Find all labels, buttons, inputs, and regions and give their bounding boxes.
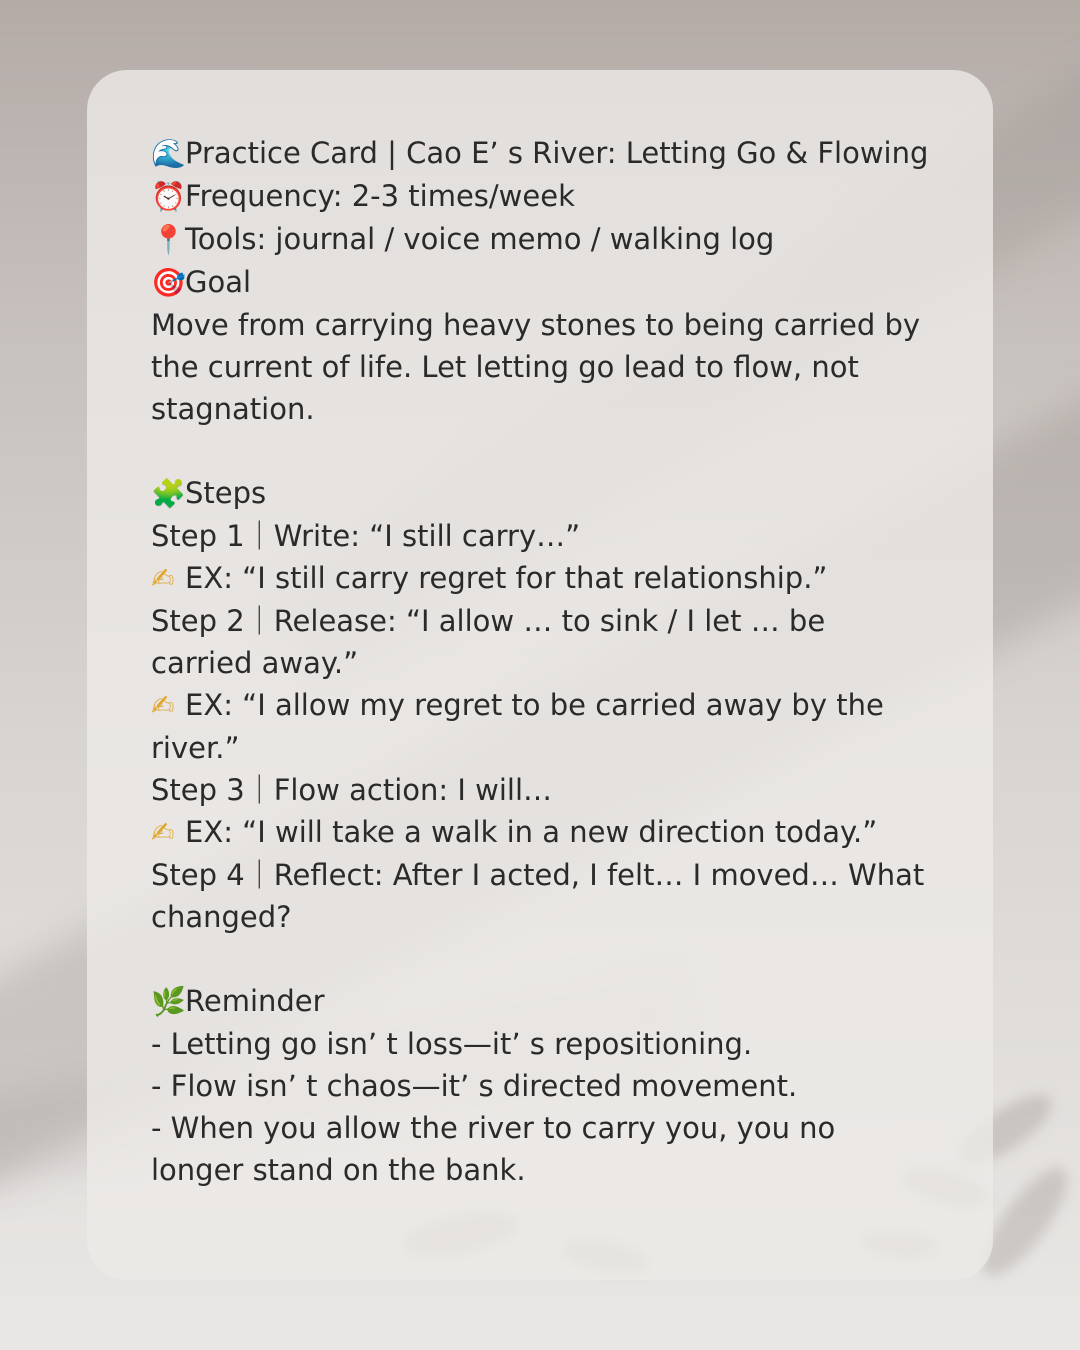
step-1-example-text: EX: “I still carry regret for that relationship.” — [185, 561, 828, 595]
goal-heading — [151, 261, 933, 304]
step-2: Step 2｜Release: “I allow … to sink / I let … be carried away.” — [151, 604, 835, 680]
spacer — [151, 430, 933, 472]
writing-hand-icon: ✍ — [151, 816, 175, 849]
reminder-heading — [151, 980, 933, 1023]
goal-text: Move from carrying heavy stones to being carried by the current of life. Let letting go lead to flow, not stagnation. — [151, 308, 930, 426]
step-1: Step 1｜Write: “I still carry…” — [151, 519, 581, 553]
practice-card — [87, 70, 993, 1280]
reminder-heading-text: Reminder — [185, 984, 325, 1018]
steps-heading-text: Steps — [185, 476, 267, 510]
reminder-item: - When you allow the river to carry you, you no longer stand on the bank. — [151, 1111, 845, 1187]
step-3: Step 3｜Flow action: I will… — [151, 773, 553, 807]
direct-hit-target-icon: 🎯 — [151, 266, 186, 299]
steps-heading — [151, 472, 933, 515]
puzzle-piece-icon: 🧩 — [151, 477, 186, 510]
tools-text: Tools: journal / voice memo / walking log — [185, 222, 775, 256]
goal-heading-text: Goal — [185, 265, 252, 299]
round-pushpin-icon: 📍 — [151, 223, 186, 256]
tools-line — [151, 218, 933, 261]
water-wave-icon: 🌊 — [151, 137, 186, 170]
step-1-example — [151, 557, 933, 600]
alarm-clock-icon: ⏰ — [151, 180, 186, 213]
writing-hand-icon: ✍ — [151, 562, 175, 595]
step-2-example — [151, 684, 933, 769]
step-3-example-text: EX: “I will take a walk in a new direction today.” — [185, 815, 878, 849]
step-2-example-text: EX: “I allow my regret to be carried away by the river.” — [151, 688, 894, 765]
step-4: Step 4｜Reflect: After I acted, I felt… I moved… What changed? — [151, 858, 934, 934]
step-3-example — [151, 811, 933, 854]
spacer — [151, 938, 933, 980]
frequency-text: Frequency: 2-3 times/week — [185, 179, 575, 213]
reminder-item: - Flow isn’ t chaos—it’ s directed movement. — [151, 1069, 798, 1103]
frequency-line — [151, 175, 933, 218]
card-title-text: Practice Card | Cao E’ s River: Letting Go & Flowing — [185, 136, 929, 170]
herb-icon: 🌿 — [151, 985, 186, 1018]
card-title — [151, 132, 933, 175]
writing-hand-icon: ✍ — [151, 689, 175, 722]
reminder-item: - Letting go isn’ t loss—it’ s repositioning. — [151, 1027, 753, 1061]
